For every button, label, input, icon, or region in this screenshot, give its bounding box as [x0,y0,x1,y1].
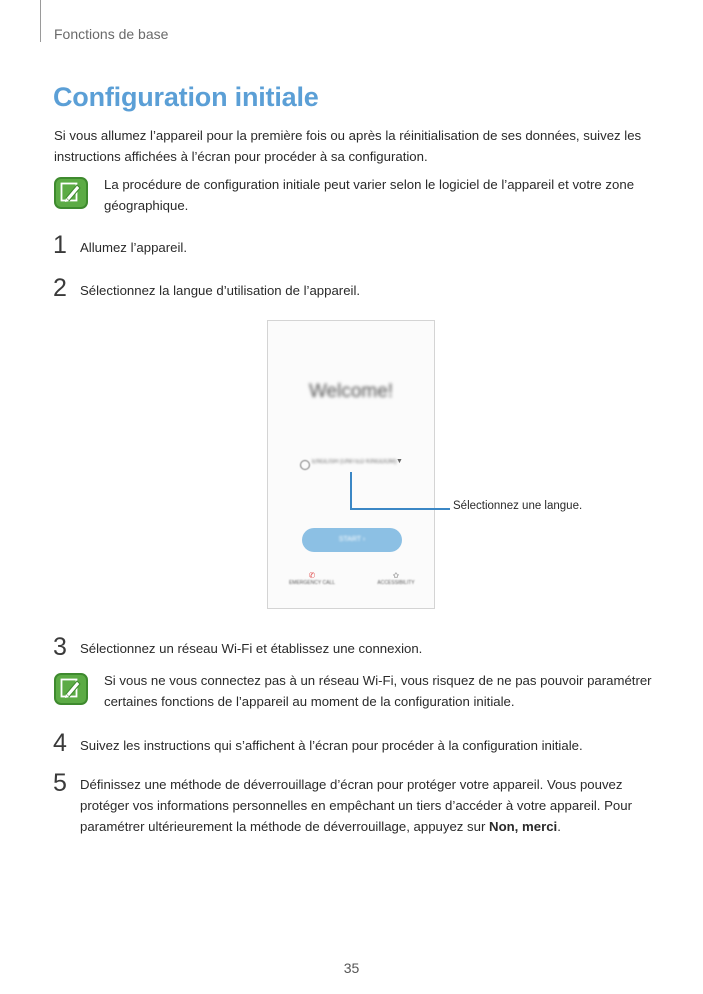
non-merci-label: Non, merci [489,819,558,834]
language-value: ENGLISH (UNITED KINGDOM) [312,459,397,465]
chevron-down-icon: ▼ [396,458,403,465]
section-label: Fonctions de base [54,26,169,42]
step-text: Suivez les instructions qui s’affichent à l’écran pour procéder à la configuration initiale. [80,738,583,753]
intro-paragraph: Si vous allumez l’appareil pour la première fois ou après la réinitialisation de ses données, suivez les instructions affichées à l’écran pour procéder à sa configuration. [54,128,642,164]
welcome-heading: Welcome! [308,381,394,402]
step-number: 5 [53,769,67,797]
accessibility-icon: ✩ [392,571,400,580]
phone-screenshot [267,320,435,609]
note-pencil-icon [54,177,88,209]
step-number: 4 [53,729,67,757]
start-button[interactable]: START › [302,528,402,552]
page-number: 35 [343,960,360,976]
callout-label: Sélectionnez une langue. [453,500,583,512]
emergency-call-label: EMERGENCY CALL [288,580,336,586]
note-text: La procédure de configuration initiale peut varier selon le logiciel de l’appareil et votre zone géographique. [104,177,635,213]
step-number: 1 [53,231,67,259]
page-title: Configuration initiale [53,82,319,112]
step-text-main: Définissez une méthode de déverrouillage d’écran pour protéger votre appareil. Vous pouvez protéger vos informations personnelles en empêchant un tiers d’accéder à votre appareil. Pour paramétrer ultérieurement la méthode de déverrouillage, appuyez sur [80,777,632,834]
callout-line [350,472,352,509]
language-selector[interactable] [298,459,408,471]
phone-icon: ✆ [308,571,316,580]
callout-line [350,508,450,510]
note-pencil-icon [54,673,88,705]
step-number: 2 [53,274,67,302]
step-number: 3 [53,633,67,661]
step-text: Allumez l’appareil. [80,240,188,255]
note-text: Si vous ne vous connectez pas à un réseau Wi-Fi, vous risquez de ne pas pouvoir paramétrer certaines fonctions de l’appareil au moment de la configuration initiale. [104,673,652,709]
emergency-call-link[interactable] [282,571,342,586]
step-text: Sélectionnez la langue d’utilisation de l’appareil. [80,283,361,298]
accessibility-label: ACCESSIBILITY [377,580,415,586]
globe-icon [300,460,310,470]
header-divider [40,0,41,42]
step-text [80,774,655,837]
step-text-end: . [557,819,561,834]
step-text: Sélectionnez un réseau Wi-Fi et établissez une connexion. [80,641,423,656]
start-label: START [338,536,361,543]
accessibility-link[interactable] [366,571,426,586]
